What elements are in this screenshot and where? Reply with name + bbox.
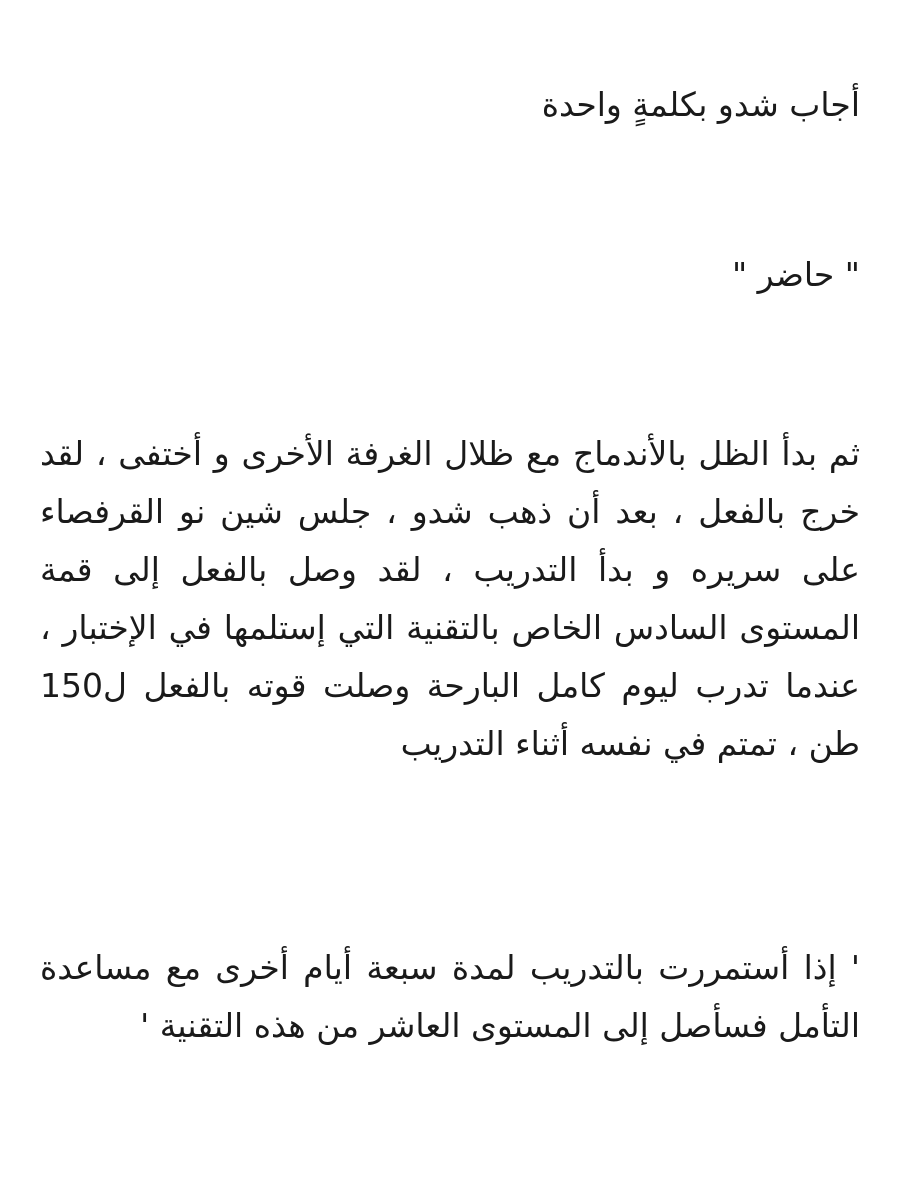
paragraph-inner-thought: ' إذا أستمررت بالتدريب لمدة سبعة أيام أخرى مع مساعدة التأمل فسأصل إلى المستوى العاشر من هذه التقنية ' — [40, 948, 860, 1045]
paragraph-training-narrative: ثم بدأ الظل بالأندماج مع ظلال الغرفة الأخرى و أختفى ، لقد خرج بالفعل ، بعد أن ذهب شدو ، جلس شين نو القرفصاء على سريره و بدأ التدريب ، لقد وصل بالفعل إلى قمة المستوى السادس الخاص بالتقنية التي إستلمها في الإختبار ، عندما تدرب ليوم كامل البارحة وصلت قوته بالفعل ل150 طن ، تمتم في نفسه أثناء التدريب — [40, 434, 860, 763]
document-page — [40, 0, 860, 1200]
paragraph-reply-intro: أجاب شدو بكلمةٍ واحدة — [541, 85, 860, 124]
paragraph-quote-present: " حاضر " — [731, 255, 860, 294]
